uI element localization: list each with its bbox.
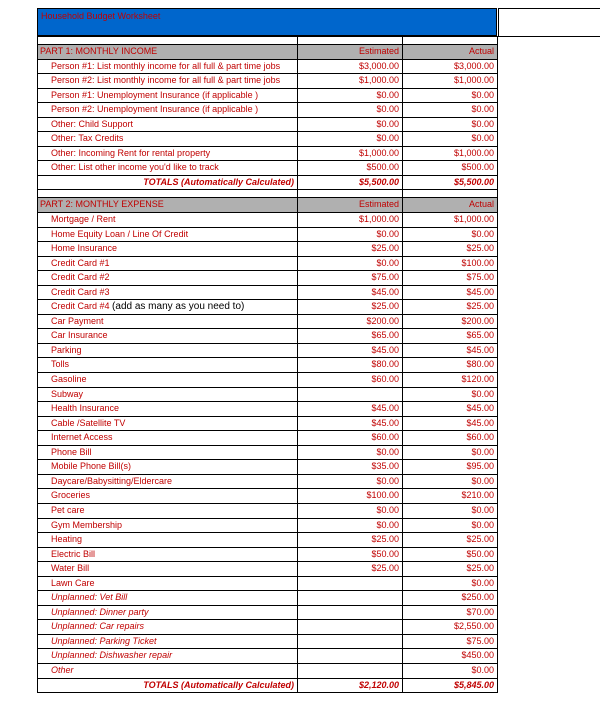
spacer-row [37, 190, 498, 198]
expense-item-text: Heating [51, 534, 83, 545]
expense-section-heading[interactable]: PART 2: MONTHLY EXPENSE [37, 198, 297, 212]
expense-item-estimated[interactable]: $35.00 [297, 460, 402, 474]
expense-item-actual[interactable]: $0.00 [402, 577, 498, 591]
income-item-label[interactable] [37, 89, 297, 103]
expense-item-estimated[interactable] [297, 577, 402, 591]
expense-item-estimated[interactable]: $45.00 [297, 417, 402, 431]
income-totals-estimated[interactable]: $5,500.00 [297, 176, 402, 190]
expense-item-estimated[interactable]: $25.00 [297, 562, 402, 576]
expense-item-label[interactable] [37, 431, 297, 445]
expense-item-label[interactable] [37, 315, 297, 329]
expense-item-actual[interactable]: $250.00 [402, 591, 498, 605]
expense-row [37, 446, 498, 461]
expense-item-text: Car Payment [51, 315, 104, 326]
expense-item-text: Credit Card #4 [51, 301, 110, 312]
expense-item-estimated[interactable]: $0.00 [297, 475, 402, 489]
expense-item-actual[interactable]: $60.00 [402, 431, 498, 445]
expense-item-actual[interactable]: $45.00 [402, 344, 498, 358]
expense-item-text: Subway [51, 388, 84, 399]
expense-item-label[interactable] [37, 300, 297, 314]
expense-item-estimated[interactable]: $0.00 [297, 504, 402, 518]
income-item-estimated[interactable]: $3,000.00 [297, 60, 402, 74]
title-right-border [497, 8, 499, 36]
expense-row [37, 257, 498, 272]
income-item-label[interactable] [37, 161, 297, 175]
expense-item-label[interactable] [37, 329, 297, 343]
expense-item-label[interactable] [37, 417, 297, 431]
expense-row [37, 358, 498, 373]
expense-item-estimated[interactable] [297, 388, 402, 402]
expense-item-estimated[interactable]: $0.00 [297, 446, 402, 460]
expense-item-label[interactable] [37, 344, 297, 358]
income-item-estimated[interactable]: $0.00 [297, 103, 402, 117]
income-row [37, 60, 498, 75]
expense-item-text: Internet Access [51, 432, 113, 443]
expense-item-estimated[interactable]: $0.00 [297, 228, 402, 242]
expense-item-label[interactable] [37, 533, 297, 547]
expense-item-label[interactable] [37, 519, 297, 533]
expense-row [37, 329, 498, 344]
expense-item-label[interactable] [37, 620, 297, 634]
expense-item-actual[interactable]: $1,000.00 [402, 213, 498, 227]
expense-item-estimated[interactable] [297, 664, 402, 678]
expense-row [37, 286, 498, 301]
income-item-text: Person #2: List monthly income for all full & part time jobs [51, 75, 281, 86]
expense-item-estimated[interactable]: $25.00 [297, 242, 402, 256]
expense-item-actual[interactable]: $0.00 [402, 228, 498, 242]
income-totals-actual[interactable]: $5,500.00 [402, 176, 498, 190]
expense-item-label[interactable] [37, 257, 297, 271]
expense-item-text: Groceries [51, 490, 91, 501]
expense-item-text: Daycare/Babysitting/Eldercare [51, 475, 173, 486]
expense-header-row [37, 198, 498, 213]
expense-item-actual[interactable]: $45.00 [402, 402, 498, 416]
income-item-actual[interactable]: $1,000.00 [402, 74, 498, 88]
expense-item-actual[interactable]: $25.00 [402, 242, 498, 256]
add-more-note: (add as many as you need to) [112, 301, 245, 313]
expense-item-actual[interactable]: $70.00 [402, 606, 498, 620]
expense-item-text: Cable /Satellite TV [51, 417, 126, 428]
expense-item-label[interactable] [37, 606, 297, 620]
expense-item-actual[interactable]: $65.00 [402, 329, 498, 343]
expense-row [37, 315, 498, 330]
income-header-row [37, 45, 498, 60]
income-row [37, 74, 498, 89]
expense-item-text: Car Insurance [51, 330, 108, 341]
income-item-actual[interactable]: $500.00 [402, 161, 498, 175]
expense-item-estimated[interactable]: $45.00 [297, 286, 402, 300]
spacer-cell[interactable] [37, 37, 297, 44]
expense-row [37, 271, 498, 286]
spacer-cell[interactable] [402, 37, 498, 44]
income-item-text: Other: Child Support [51, 118, 134, 129]
income-item-estimated[interactable]: $1,000.00 [297, 74, 402, 88]
spacer-cell[interactable] [402, 190, 498, 197]
expense-actual-header[interactable]: Actual [402, 198, 498, 212]
expense-row [37, 373, 498, 388]
spacer-cell[interactable] [37, 190, 297, 197]
expense-item-estimated[interactable]: $50.00 [297, 548, 402, 562]
income-item-text: Person #2: Unemployment Insurance (if applicable ) [51, 104, 259, 115]
title-row [37, 8, 498, 37]
budget-worksheet [37, 8, 498, 693]
income-row [37, 103, 498, 118]
expense-item-actual[interactable]: $2,550.00 [402, 620, 498, 634]
expense-item-actual[interactable]: $45.00 [402, 417, 498, 431]
expense-item-actual[interactable]: $75.00 [402, 635, 498, 649]
expense-item-text: Pet care [51, 504, 85, 515]
expense-item-actual[interactable]: $0.00 [402, 664, 498, 678]
expense-item-label[interactable] [37, 358, 297, 372]
income-item-text: Other: Tax Credits [51, 133, 124, 144]
expense-item-label[interactable] [37, 635, 297, 649]
expense-item-actual[interactable]: $25.00 [402, 300, 498, 314]
expense-item-label[interactable] [37, 577, 297, 591]
expense-item-text: Gasoline [51, 374, 87, 385]
income-totals-label[interactable]: TOTALS (Automatically Calculated) [37, 176, 297, 190]
expense-item-estimated[interactable]: $100.00 [297, 489, 402, 503]
expense-item-estimated[interactable]: $45.00 [297, 344, 402, 358]
expense-row [37, 548, 498, 563]
expense-item-label[interactable] [37, 242, 297, 256]
expense-item-estimated[interactable]: $0.00 [297, 519, 402, 533]
income-item-actual[interactable]: $0.00 [402, 132, 498, 146]
income-item-estimated[interactable]: $0.00 [297, 118, 402, 132]
income-item-estimated[interactable]: $1,000.00 [297, 147, 402, 161]
expense-item-text: Lawn Care [51, 577, 95, 588]
income-row [37, 147, 498, 162]
expense-row [37, 562, 498, 577]
expense-estimated-header[interactable]: Estimated [297, 198, 402, 212]
expense-item-label[interactable] [37, 213, 297, 227]
expense-item-estimated[interactable]: $1,000.00 [297, 213, 402, 227]
income-item-estimated[interactable]: $500.00 [297, 161, 402, 175]
expense-rows [37, 213, 498, 679]
income-item-label[interactable] [37, 60, 297, 74]
income-item-text: Person #1: List monthly income for all full & part time jobs [51, 60, 281, 71]
expense-item-estimated[interactable]: $45.00 [297, 402, 402, 416]
expense-item-label[interactable] [37, 402, 297, 416]
expense-item-actual[interactable]: $45.00 [402, 286, 498, 300]
income-item-label[interactable] [37, 132, 297, 146]
expense-item-label[interactable] [37, 446, 297, 460]
expense-item-label[interactable] [37, 489, 297, 503]
expense-item-text: Unplanned: Dishwasher repair [51, 650, 173, 661]
expense-item-estimated[interactable] [297, 620, 402, 634]
expense-item-actual[interactable]: $200.00 [402, 315, 498, 329]
expense-row [37, 606, 498, 621]
expense-item-text: Mobile Phone Bill(s) [51, 461, 132, 472]
expense-item-text: Other [51, 664, 74, 675]
expense-item-actual[interactable]: $95.00 [402, 460, 498, 474]
income-item-label[interactable] [37, 103, 297, 117]
expense-item-text: Unplanned: Car repairs [51, 621, 145, 632]
expense-row [37, 504, 498, 519]
expense-row [37, 417, 498, 432]
expense-row [37, 475, 498, 490]
expense-item-text: Parking [51, 344, 82, 355]
expense-item-text: Tolls [51, 359, 70, 370]
expense-row [37, 635, 498, 650]
income-rows [37, 60, 498, 176]
expense-item-estimated[interactable]: $65.00 [297, 329, 402, 343]
expense-item-estimated[interactable]: $75.00 [297, 271, 402, 285]
expense-row [37, 300, 498, 315]
expense-item-text: Mortgage / Rent [51, 214, 116, 225]
expense-item-text: Phone Bill [51, 446, 92, 457]
expense-row [37, 388, 498, 403]
income-row [37, 118, 498, 133]
expense-totals-actual[interactable]: $5,845.00 [402, 679, 498, 693]
expense-row [37, 460, 498, 475]
expense-item-text: Unplanned: Parking Ticket [51, 635, 157, 646]
expense-item-label[interactable] [37, 504, 297, 518]
expense-item-estimated[interactable]: $60.00 [297, 431, 402, 445]
expense-item-actual[interactable]: $210.00 [402, 489, 498, 503]
expense-row [37, 344, 498, 359]
expense-item-label[interactable] [37, 649, 297, 663]
expense-item-estimated[interactable]: $60.00 [297, 373, 402, 387]
expense-item-actual[interactable]: $25.00 [402, 533, 498, 547]
income-estimated-header[interactable]: Estimated [297, 45, 402, 59]
expense-totals-label[interactable]: TOTALS (Automatically Calculated) [37, 679, 297, 693]
expense-row [37, 228, 498, 243]
expense-item-estimated[interactable]: $200.00 [297, 315, 402, 329]
expense-item-text: Water Bill [51, 563, 90, 574]
expense-row [37, 402, 498, 417]
expense-row [37, 664, 498, 679]
expense-row [37, 519, 498, 534]
expense-item-actual[interactable]: $0.00 [402, 475, 498, 489]
spacer-cell[interactable] [297, 37, 402, 44]
expense-item-text: Credit Card #3 [51, 286, 110, 297]
income-item-actual[interactable]: $0.00 [402, 103, 498, 117]
expense-item-estimated[interactable]: $25.00 [297, 533, 402, 547]
expense-item-estimated[interactable] [297, 606, 402, 620]
income-item-text: Other: Incoming Rent for rental property [51, 147, 211, 158]
income-item-actual[interactable]: $0.00 [402, 118, 498, 132]
expense-row [37, 649, 498, 664]
income-item-estimated[interactable]: $0.00 [297, 132, 402, 146]
income-item-label[interactable] [37, 147, 297, 161]
expense-item-text: Home Equity Loan / Line Of Credit [51, 228, 189, 239]
income-item-text: Other: List other income you'd like to track [51, 162, 219, 173]
expense-item-actual[interactable]: $450.00 [402, 649, 498, 663]
income-item-estimated[interactable]: $0.00 [297, 89, 402, 103]
expense-row [37, 591, 498, 606]
income-item-actual[interactable]: $0.00 [402, 89, 498, 103]
income-item-label[interactable] [37, 74, 297, 88]
expense-item-estimated[interactable]: $25.00 [297, 300, 402, 314]
income-row [37, 132, 498, 147]
expense-item-actual[interactable]: $25.00 [402, 562, 498, 576]
income-item-text: Person #1: Unemployment Insurance (if applicable ) [51, 89, 259, 100]
expense-row [37, 577, 498, 592]
income-item-actual[interactable]: $3,000.00 [402, 60, 498, 74]
expense-item-label[interactable] [37, 388, 297, 402]
expense-item-actual[interactable]: $0.00 [402, 446, 498, 460]
expense-item-label[interactable] [37, 373, 297, 387]
expense-item-actual[interactable]: $0.00 [402, 504, 498, 518]
expense-item-text: Credit Card #2 [51, 272, 110, 283]
income-row [37, 89, 498, 104]
expense-item-actual[interactable]: $100.00 [402, 257, 498, 271]
expense-item-estimated[interactable]: $0.00 [297, 257, 402, 271]
spacer-cell[interactable] [297, 190, 402, 197]
expense-item-text: Electric Bill [51, 548, 96, 559]
income-actual-header[interactable]: Actual [402, 45, 498, 59]
expense-item-estimated[interactable] [297, 591, 402, 605]
expense-totals-row [37, 679, 498, 694]
expense-item-text: Gym Membership [51, 519, 123, 530]
expense-item-text: Home Insurance [51, 243, 118, 254]
expense-totals-estimated[interactable]: $2,120.00 [297, 679, 402, 693]
income-item-actual[interactable]: $1,000.00 [402, 147, 498, 161]
expense-item-label[interactable] [37, 562, 297, 576]
expense-row [37, 431, 498, 446]
expense-item-text: Health Insurance [51, 403, 120, 414]
expense-item-text: Unplanned: Dinner party [51, 606, 149, 617]
expense-item-estimated[interactable] [297, 635, 402, 649]
expense-row [37, 533, 498, 548]
expense-row [37, 213, 498, 228]
expense-item-label[interactable] [37, 460, 297, 474]
expense-item-actual[interactable]: $50.00 [402, 548, 498, 562]
empty-cell [498, 8, 600, 37]
expense-row [37, 620, 498, 635]
expense-item-estimated[interactable]: $80.00 [297, 358, 402, 372]
expense-row [37, 242, 498, 257]
expense-row [37, 489, 498, 504]
income-totals-row [37, 176, 498, 191]
expense-item-label[interactable] [37, 591, 297, 605]
expense-item-actual[interactable]: $80.00 [402, 358, 498, 372]
expense-item-estimated[interactable] [297, 649, 402, 663]
expense-item-label[interactable] [37, 228, 297, 242]
expense-item-label[interactable] [37, 664, 297, 678]
income-item-label[interactable] [37, 118, 297, 132]
expense-item-text: Credit Card #1 [51, 257, 110, 268]
expense-item-text: Unplanned: Vet Bill [51, 592, 128, 603]
expense-item-actual[interactable]: $75.00 [402, 271, 498, 285]
expense-item-actual[interactable]: $120.00 [402, 373, 498, 387]
expense-item-label[interactable] [37, 286, 297, 300]
worksheet-title[interactable]: Household Budget Worksheet [37, 8, 497, 36]
expense-item-label[interactable] [37, 548, 297, 562]
expense-item-actual[interactable]: $0.00 [402, 388, 498, 402]
income-row [37, 161, 498, 176]
spacer-row [37, 37, 498, 45]
income-section-heading[interactable]: PART 1: MONTHLY INCOME [37, 45, 297, 59]
expense-item-label[interactable] [37, 475, 297, 489]
expense-item-label[interactable] [37, 271, 297, 285]
expense-item-actual[interactable]: $0.00 [402, 519, 498, 533]
